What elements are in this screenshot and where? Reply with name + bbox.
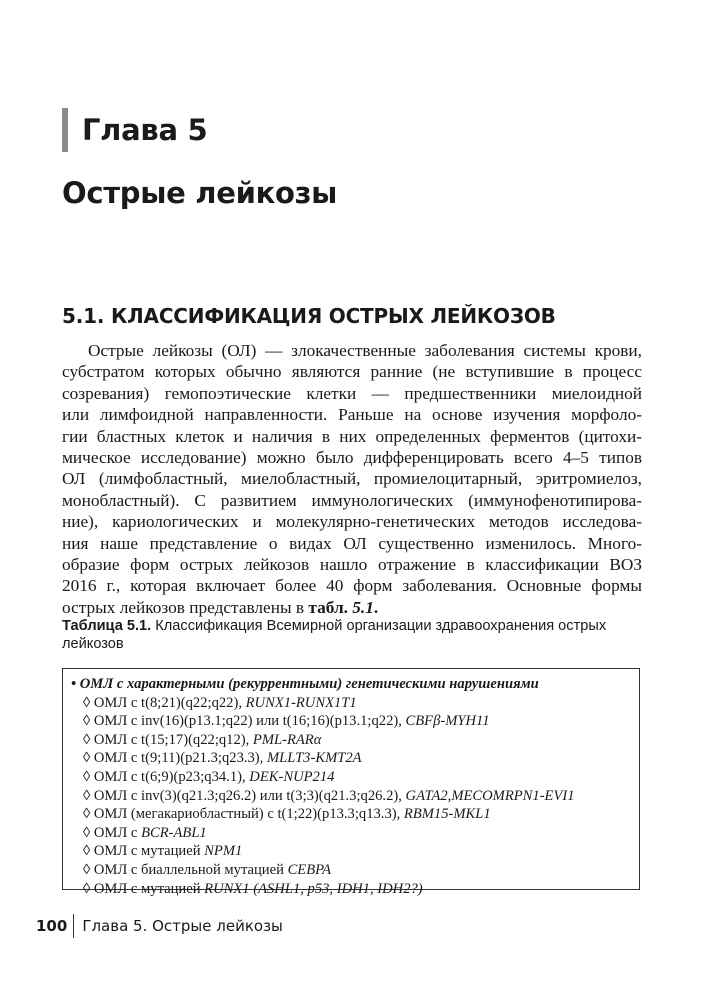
table-row [71,842,575,861]
body-line: образие форм острых лейкозов нашло отражение в классификации ВОЗ [62,555,642,575]
table-row-text: ◊ ОМЛ с inv(3)(q21.3;q26.2) или t(3;3)(q21.3;q26.2), [83,787,406,804]
table-row-gene: BCR-ABL1 [141,824,207,841]
caption-label: Таблица 5.1. [62,618,152,634]
section-heading: 5.1. КЛАССИФИКАЦИЯ ОСТРЫХ ЛЕЙКОЗОВ [62,304,556,328]
table-row [71,805,575,824]
body-line: монобластный). С развитием иммунологических (иммунофенотипирова- [62,490,642,510]
chapter-title: Острые лейкозы [62,176,338,210]
body-line-last [62,597,642,618]
table-caption [62,617,642,653]
table-row-gene: RUNX1-RUNX1T1 [245,694,357,711]
body-line: Острые лейкозы (ОЛ) — злокачественные заболевания системы крови, [88,341,642,360]
table-row-text: ◊ ОМЛ с мутацией [83,880,205,897]
table-row [71,768,575,787]
body-line: 2016 г., которая включает более 40 форм заболевания. Основные формы [62,576,642,596]
table-items [71,694,575,899]
body-line-text: острых лейкозов представлены в [62,597,309,617]
table-content [71,675,575,898]
page-footer [36,914,283,938]
table-row [71,694,575,713]
table-ref-link[interactable]: 5.1 [352,597,374,617]
caption-line [62,617,642,635]
classification-table [62,668,640,897]
table-row-gene: GATA2,MECOMRPN1-EVI1 [405,787,575,804]
table-row-text: ◊ ОМЛ с мутацией [83,843,205,860]
body-line: субстратом которых обычно являются ранние (не вступившие в процесс [62,362,642,382]
table-row-text: ◊ ОМЛ с t(6;9)(p23;q34.1), [83,768,250,785]
body-line: мическое исследование) можно было дифференцировать всего 4–5 типов [62,448,642,468]
body-line: ние), кариологических и молекулярно-генетических методов исследова- [62,512,642,532]
table-row [71,824,575,843]
chapter-number: Глава 5 [82,113,208,147]
table-row-text: ◊ ОМЛ с t(15;17)(q22;q12), [83,731,253,748]
chapter-bar [62,108,68,152]
page-number: 100 [36,917,68,935]
table-row-gene: RBM15-MKL1 [403,806,491,823]
table-heading: • ОМЛ с характерными (рекуррентными) генетическими нарушениями [71,676,539,692]
body-line: ОЛ (лимфобластный, миелобластный, промиелоцитарный, эритромиелоз, [62,469,642,489]
table-row [71,731,575,750]
body-line: созревания) гемопоэтические клетки — предшественники миелоидной [62,383,642,403]
caption-text: Классификация Всемирной организации здравоохранения острых [151,618,607,634]
table-ref-suffix: . [373,597,379,617]
table-row-gene: CBFβ-MYH11 [405,713,490,730]
table-row [71,787,575,806]
body-paragraph [62,340,642,618]
table-row-text: ◊ ОМЛ с t(9;11)(p21.3;q23.3), [83,750,267,767]
running-title: Глава 5. Острые лейкозы [82,917,283,935]
table-row-gene: MLLT3-KMT2A [266,750,362,767]
table-row-gene: CEBPA [287,861,332,878]
table-row-gene: NPM1 [204,843,243,860]
table-row [71,880,575,899]
table-ref-prefix: табл. [308,597,353,617]
body-line: или лимфоидной направленности. Раньше на основе изучения морфоло- [62,405,642,425]
table-row [71,749,575,768]
table-row-gene: PML-RARα [252,731,322,748]
table-row-gene: RUNX1 (ASHL1, p53, IDH1, IDH2?) [204,880,423,897]
caption-line-2: лейкозов [62,636,124,652]
body-line: ния наше представление о видах ОЛ существенно изменилось. Много- [62,533,642,553]
chapter-label [62,108,207,152]
table-row-text: ◊ ОМЛ с t(8;21)(q22;q22), [83,694,246,711]
body-line: гии бластных клеток и наличия в них определенных ферментов (цитохи- [62,426,642,446]
table-row-gene: DEK-NUP214 [249,768,335,785]
footer-divider [73,914,74,938]
table-row-text: ◊ ОМЛ с [83,824,142,841]
table-row-text: ◊ ОМЛ с биаллельной мутацией [83,861,288,878]
table-row [71,712,575,731]
table-row-text: ◊ ОМЛ с inv(16)(p13.1;q22) или t(16;16)(p13.1;q22), [83,713,406,730]
table-row [71,861,575,880]
table-row-text: ◊ ОМЛ (мегакариобластный) с t(1;22)(p13.3;q13.3), [83,806,404,823]
